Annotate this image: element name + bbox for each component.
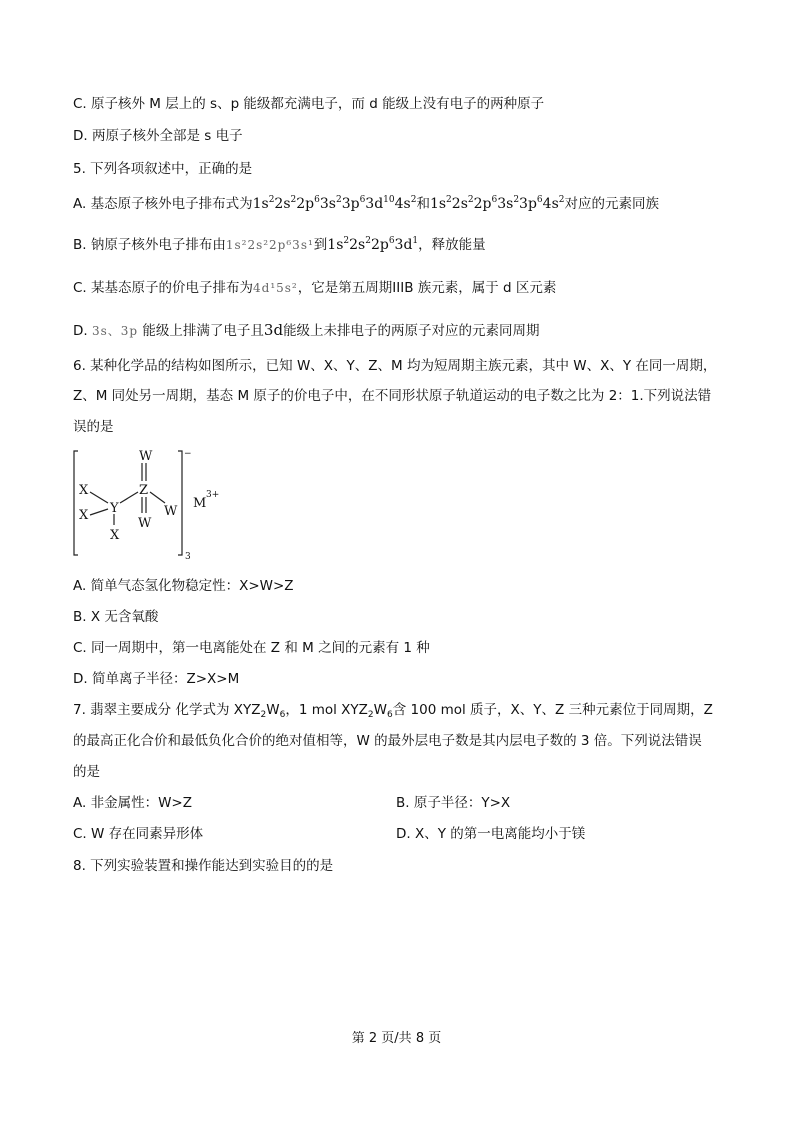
option-d-line: D. 两原子核外全部是 s 电子: [73, 128, 243, 144]
q7-stem-line-2: 的最高正化合价和最低负化合价的绝对值相等，W 的最外层电子数是其内层电子数的 3 倍。下列说法错误: [73, 733, 702, 749]
q6-option-d: D. 简单离子半径：Z>X>M: [73, 671, 240, 687]
atom-w-right: W: [164, 504, 178, 519]
atom-y: Y: [110, 501, 119, 516]
q5b-suffix: ，释放能量: [418, 237, 486, 253]
atom-w-top: W: [139, 449, 153, 464]
page-footer: 第 2 页/共 8 页: [351, 1031, 442, 1046]
q5a-suffix: 对应的元素同族: [564, 196, 659, 212]
cation-m: M: [193, 496, 207, 511]
q5-option-a: [73, 195, 659, 213]
q5d-subshells: 3s、3p: [91, 324, 139, 338]
atom-x-left-1: X: [79, 483, 89, 498]
q5d-3d: 3d: [263, 321, 284, 339]
q6-stem-line-2: Z、M 同处另一周期，基态 M 原子的价电子中，在不同形状原子轨道运动的电子数之比为 2：1.下列说法错: [73, 388, 712, 404]
q7-stem-line-3: 的是: [73, 764, 100, 780]
q5c-config: 4d¹5s²: [253, 281, 298, 295]
q5b-config-1: 1s²2s²2p⁶3s¹: [225, 238, 314, 252]
q7-option-b: B. 原子半径：Y>X: [396, 795, 511, 811]
q5c-prefix: C. 某基态原子的价电子排布为: [73, 280, 254, 296]
q6-option-c: C. 同一周期中，第一电离能处在 Z 和 M 之间的元素有 1 种: [73, 640, 430, 656]
q5d-prefix: D.: [73, 323, 88, 339]
option-c-line: C. 原子核外 M 层上的 s、p 能级都充满电子，而 d 能级上没有电子的两种原子: [73, 96, 545, 112]
q6-stem-line-1: 6. 某种化学品的结构如图所示，已知 W、X、Y、Z、M 均为短周期主族元素，其中 W、X、Y 在同一周期，: [73, 358, 717, 374]
anion-count: 3: [185, 552, 191, 562]
q5a-config-1: $1s^22s^22p^63s^23p^63d^{10}4s^2$: [252, 195, 417, 212]
q7-option-c: C. W 存在同素异形体: [73, 826, 204, 842]
atom-w-bottom: W: [138, 516, 152, 531]
q5c-suffix: ，它是第五周期IIIB 族元素，属于 d 区元素: [297, 280, 557, 296]
q5a-and: 和: [416, 196, 430, 212]
question-8-stem: 8. 下列实验装置和操作能达到实验目的的是: [73, 858, 334, 874]
q5b-config-2: $1s^22s^22p^63d^1$: [327, 236, 419, 253]
atom-x-bottom: X: [110, 528, 120, 543]
q5d-middle: 能级上排满了电子且: [142, 323, 264, 339]
q5-option-b: [73, 236, 486, 254]
atom-x-left-2: X: [79, 508, 89, 523]
q5a-config-2: $1s^22s^22p^63s^23p^64s^2$: [429, 195, 565, 212]
q7-stem-line-1: 7. 翡翠主要成分 化学式为 $XYZ_2W_6$，1 mol $XYZ_2W_6$含 100 mol 质子，X、Y、Z 三种元素位于同周期，Z: [73, 702, 713, 720]
atom-z: Z: [139, 483, 149, 498]
q5b-to: 到: [313, 237, 328, 253]
cation-charge: 3+: [206, 490, 220, 500]
q6-stem-line-3: 误的是: [73, 419, 114, 435]
q5-option-c: [73, 279, 556, 297]
anion-charge: −: [184, 449, 192, 459]
q5b-prefix: B. 钠原子核外电子排布由: [73, 237, 226, 253]
q5-option-d: [73, 321, 540, 340]
question-5-stem: 5. 下列各项叙述中，正确的是: [73, 161, 253, 177]
q5a-prefix: A. 基态原子核外电子排布式为: [73, 196, 253, 212]
chemical-structure-diagram: [70, 447, 230, 562]
q7-option-a: A. 非金属性：W>Z: [73, 795, 192, 811]
q5d-suffix: 能级上未排电子的两原子对应的元素同周期: [283, 323, 540, 339]
q7-option-d: D. X、Y 的第一电离能均小于镁: [396, 826, 586, 842]
q6-option-a: A. 简单气态氢化物稳定性：X>W>Z: [73, 578, 294, 594]
q6-option-b: B. X 无含氧酸: [73, 609, 159, 625]
